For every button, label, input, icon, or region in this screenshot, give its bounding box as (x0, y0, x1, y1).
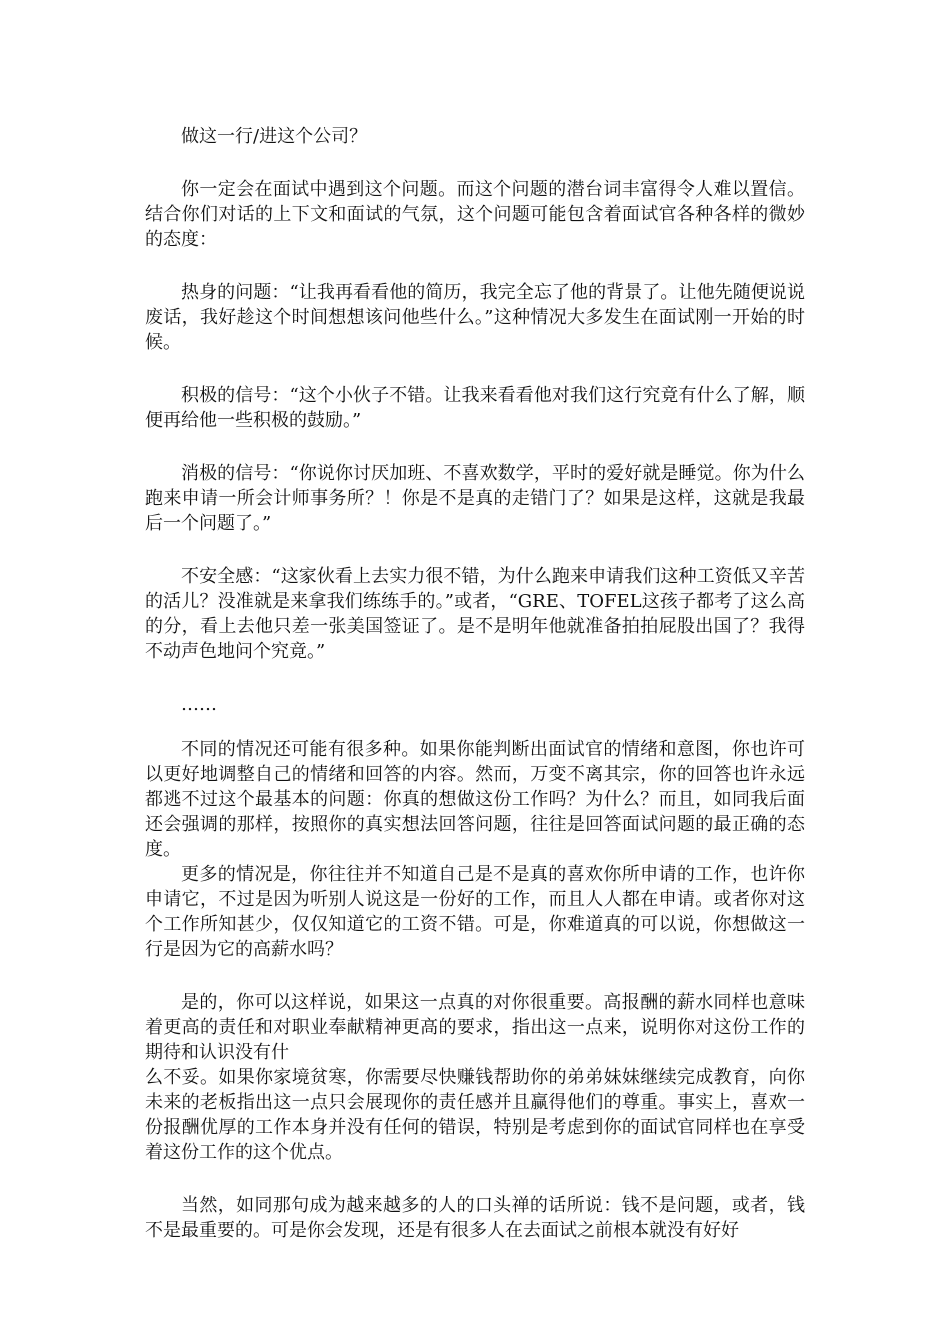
paragraph-positive-signal: 积极的信号：“这个小伙子不错。让我来看看他对我们这行究竟有什么了解，顺便再给他一些积极的鼓励。” (145, 385, 805, 431)
paragraph-negative-signal: 消极的信号：“你说你讨厌加班、不喜欢数学，平时的爱好就是睡觉。你为什么跑来申请一所会计师事务所？！你是不是真的走错门了？如果是这样，这就是我最后一个问题了。” (145, 463, 805, 534)
paragraph-warmup: 热身的问题：“让我再看看他的简历，我完全忘了他的背景了。让他先随便说说废话，我好趁这个时间想想该问他些什么。”这种情况大多发生在面试刚一开始的时候。 (145, 282, 805, 353)
paragraph-yes-you-can: 是的，你可以这样说，如果这一点真的对你很重要。高报酬的薪水同样也意味着更高的责任和对职业奉献精神更高的要求，指出这一点来，说明你对这份工作的期待和认识没有什 (145, 992, 805, 1063)
paragraph-intro: 你一定会在面试中遇到这个问题。而这个问题的潜台词丰富得令人难以置信。结合你们对话的上下文和面试的气氛，这个问题可能包含着面试官各种各样的微妙的态度： (145, 179, 805, 250)
ellipsis-line: …… (181, 694, 217, 715)
paragraph-insecurity: 不安全感：“这家伙看上去实力很不错，为什么跑来申请我们这种工资低又辛苦的活儿？没准就是来拿我们练练手的。”或者，“GRE、TOFEL这孩子都考了这么高的分，看上去他只差一张美国签证了。是不是明年他就准备拍拍屁股出国了？我得不动声色地问个究竟。” (145, 566, 805, 662)
paragraph-yes-you-can-continued: 么不妥。如果你家境贫寒，你需要尽快赚钱帮助你的弟弟妹妹继续完成教育，向你未来的老板指出这一点只会展现你的责任感并且赢得他们的尊重。事实上，喜欢一份报酬优厚的工作本身并没有任何的错误，特别是考虑到你的面试官同样也在享受着这份工作的这个优点。 (145, 1067, 805, 1163)
document-page (145, 124, 805, 1271)
paragraph-situations: 不同的情况还可能有很多种。如果你能判断出面试官的情绪和意图，你也许可以更好地调整自己的情绪和回答的内容。然而，万变不离其宗，你的回答也许永远都逃不过这个最基本的问题：你真的想做这份工作吗？为什么？而且，如同我后面还会强调的那样，按照你的真实想法回答问题，往往是回答面试问题的最正确的态度。 (145, 739, 805, 860)
paragraph-of-course: 当然，如同那句成为越来越多的人的口头禅的话所说：钱不是问题，或者，钱不是最重要的。可是你会发现，还是有很多人在去面试之前根本就没有好好 (145, 1195, 805, 1241)
section-heading: 做这一行/进这个公司？ (181, 126, 368, 147)
paragraph-more-situations: 更多的情况是，你往往并不知道自己是不是真的喜欢你所申请的工作，也许你申请它，不过是因为听别人说这是一份好的工作，而且人人都在申请。或者你对这个工作所知甚少，仅仅知道它的工资不错。可是，你难道真的可以说，你想做这一行是因为它的高薪水吗？ (145, 864, 805, 960)
